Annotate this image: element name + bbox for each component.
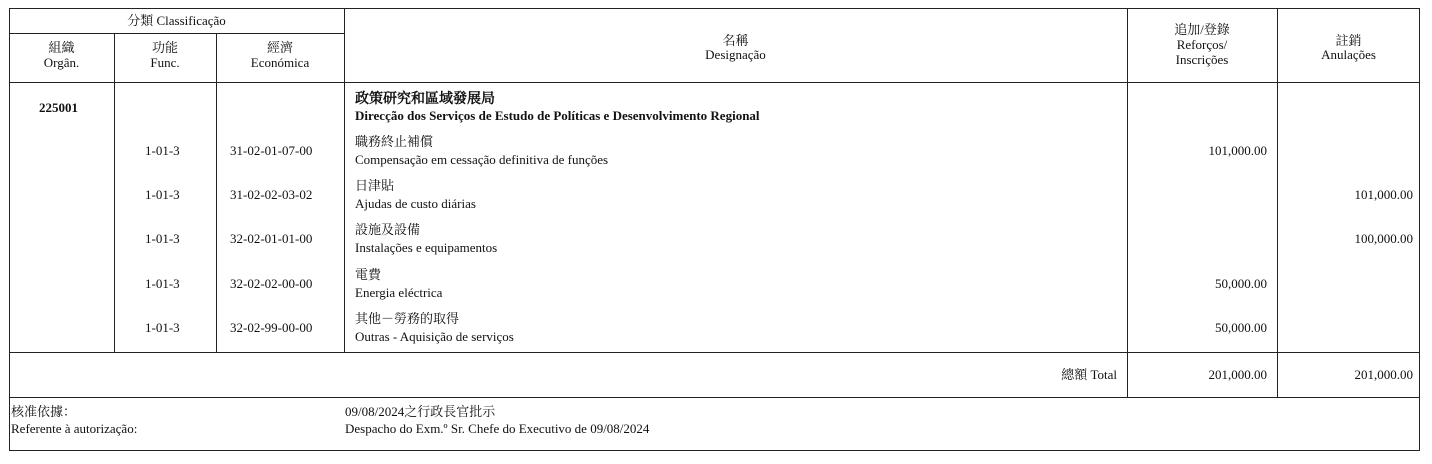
col-divider-reinforcements (1277, 8, 1278, 397)
row-name-zh: 設施及設備 (355, 222, 421, 237)
row-reinforcement: 101,000.00 (1208, 143, 1267, 158)
row-name-zh: 日津貼 (355, 178, 395, 193)
row-name-zh: 電費 (355, 267, 382, 282)
reinforcements-header-zh: 追加/登錄 (1174, 22, 1230, 37)
row-econ: 31-02-02-03-02 (230, 187, 313, 202)
cancellations-header-pt: Anulações (1321, 47, 1376, 62)
row-name-pt: Energia eléctrica (355, 285, 443, 300)
row-name-pt: Instalações e equipamentos (355, 240, 498, 255)
entity-name-pt: Direcção dos Serviços de Estudo de Políticas e Desenvolvimento Regional (355, 108, 760, 123)
func-header-zh: 功能 (151, 40, 178, 55)
row-func: 1-01-3 (145, 231, 180, 246)
row-econ: 32-02-02-00-00 (230, 276, 313, 291)
row-name-zh: 職務終止補償 (355, 134, 434, 149)
cancellations-header-zh: 註銷 (1335, 33, 1362, 48)
authorization-label-pt: Referente à autorização: (11, 421, 138, 436)
row-func: 1-01-3 (145, 276, 180, 291)
row-reinforcement: 50,000.00 (1215, 320, 1267, 335)
total-bottom-border (9, 397, 1420, 398)
organ-header-zh: 組織 (48, 40, 75, 55)
total-cancellation: 201,000.00 (1354, 367, 1413, 382)
reinforcements-header-pt2: Inscrições (1175, 52, 1229, 67)
classification-header: 分類 Classificação (127, 13, 226, 28)
col-divider-organ (114, 33, 115, 352)
func-header-pt: Func. (150, 55, 180, 70)
row-func: 1-01-3 (145, 187, 180, 202)
econ-header-zh: 經濟 (266, 40, 293, 55)
row-cancellation: 100,000.00 (1354, 231, 1413, 246)
row-name-pt: Ajudas de custo diárias (355, 196, 476, 211)
row-name-zh: 其他－勞務的取得 (355, 311, 460, 326)
row-func: 1-01-3 (145, 143, 180, 158)
row-name-pt: Outras - Aquisição de serviços (355, 329, 514, 344)
total-top-border (9, 352, 1420, 353)
col-divider-func (216, 33, 217, 352)
authorization-label-zh: 核准依據： (11, 404, 77, 419)
authorization-value-pt: Despacho do Exm.º Sr. Chefe do Executivo de 09/08/2024 (345, 421, 650, 436)
organ-code: 225001 (39, 100, 78, 115)
row-func: 1-01-3 (145, 320, 180, 335)
total-reinforcement: 201,000.00 (1208, 367, 1267, 382)
row-cancellation: 101,000.00 (1354, 187, 1413, 202)
designation-header-zh: 名稱 (722, 33, 749, 48)
reinforcements-header-pt1: Reforços/ (1176, 37, 1228, 52)
header-bottom-border (9, 82, 1420, 83)
econ-header-pt: Económica (250, 55, 310, 70)
total-label: 總額 Total (1061, 367, 1117, 382)
designation-header-pt: Designação (705, 47, 766, 62)
header-sub-divider (9, 33, 344, 34)
row-name-pt: Compensação em cessação definitiva de funções (355, 152, 609, 167)
row-econ: 32-02-01-01-00 (230, 231, 313, 246)
row-econ: 31-02-01-07-00 (230, 143, 313, 158)
organ-header-pt: Orgân. (43, 55, 80, 70)
row-reinforcement: 50,000.00 (1215, 276, 1267, 291)
budget-table (9, 8, 1420, 451)
row-econ: 32-02-99-00-00 (230, 320, 313, 335)
entity-name-zh: 政策研究和區域發展局 (355, 92, 495, 107)
authorization-value-zh: 09/08/2024之行政長官批示 (345, 404, 496, 419)
